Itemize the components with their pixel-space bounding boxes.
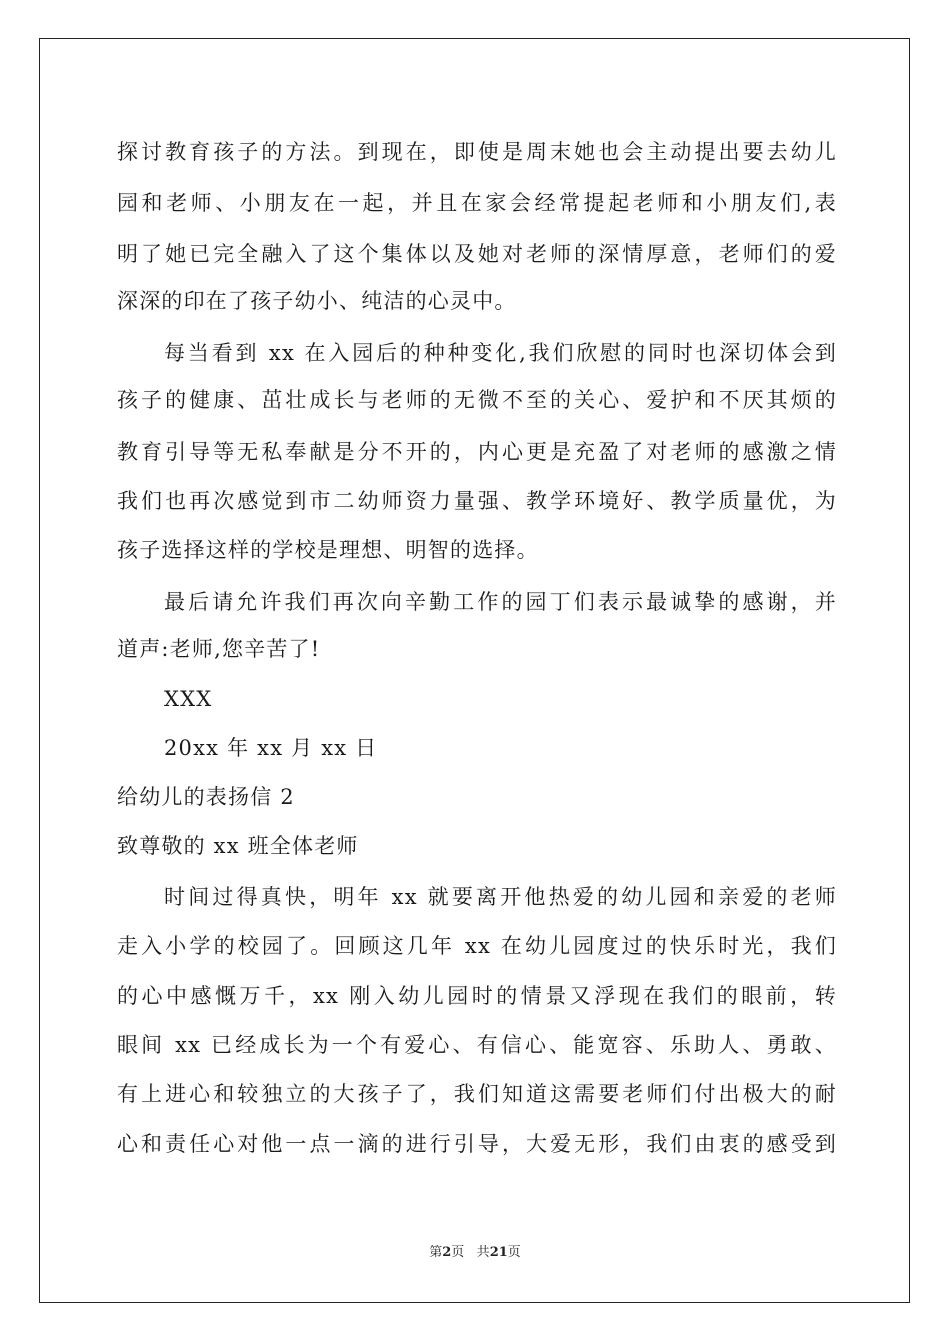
paragraph-line: 园和老师、小朋友在一起，并且在家会经常提起老师和小朋友们,表	[117, 191, 837, 215]
paragraph-line: 孩子选择这样的学校是理想、明智的选择。	[117, 538, 539, 562]
paragraph-line: 的心中感慨万千，xx 刚入幼儿园时的情景又浮现在我们的眼前，转	[117, 984, 837, 1008]
paragraph-line: 明了她已完全融入了这个集体以及她对老师的深情厚意，老师们的爱	[117, 242, 837, 266]
paragraph-line: 最后请允许我们再次向辛勤工作的园丁们表示最诚挚的感谢，并	[164, 590, 837, 614]
total-unit: 页	[507, 1245, 521, 1260]
paragraph-line: 有上进心和较独立的大孩子了，我们知道这需要老师们付出极大的耐	[117, 1082, 837, 1106]
paragraph-line: 我们也再次感觉到市二幼师资力量强、教学环境好、教学质量优，为	[117, 489, 837, 513]
paragraph-line: 每当看到 xx 在入园后的种种变化,我们欣慰的同时也深切体会到	[164, 341, 837, 365]
paragraph-line: 时间过得真快，明年 xx 就要离开他热爱的幼儿园和亲爱的老师	[164, 885, 837, 909]
page-border	[39, 38, 910, 1303]
page-total: 21	[489, 1245, 508, 1260]
salutation: 致尊敬的 xx 班全体老师	[117, 834, 359, 858]
paragraph-line: 深深的印在了孩子幼小、纯洁的心灵中。	[117, 289, 517, 313]
paragraph-line: 道声:老师,您辛苦了!	[117, 637, 321, 661]
paragraph-line: 走入小学的校园了。回顾这几年 xx 在幼儿园度过的快乐时光，我们	[117, 934, 837, 958]
paragraph-line: 眼间 xx 已经成长为一个有爱心、有信心、能宽容、乐助人、勇敢、	[117, 1033, 837, 1057]
page-current: 2	[442, 1245, 452, 1260]
paragraph-line: 心和责任心对他一点一滴的进行引导，大爱无形，我们由衷的感受到	[117, 1132, 837, 1156]
page-prefix: 第	[429, 1245, 443, 1260]
page-footer	[0, 1244, 950, 1262]
paragraph-line: 教育引导等无私奉献是分不开的，内心更是充盈了对老师的感激之情	[117, 440, 837, 464]
paragraph-line: 孩子的健康、茁壮成长与老师的无微不至的关心、爱护和不厌其烦的	[117, 388, 837, 412]
paragraph-line: 探讨教育孩子的方法。到现在，即使是周末她也会主动提出要去幼儿	[117, 140, 837, 164]
signature-name: XXX	[164, 687, 213, 711]
signature-date: 20xx 年 xx 月 xx 日	[164, 736, 378, 760]
page-unit: 页	[451, 1245, 465, 1260]
section-title: 给幼儿的表扬信 2	[117, 785, 295, 809]
total-prefix: 共	[476, 1245, 490, 1260]
